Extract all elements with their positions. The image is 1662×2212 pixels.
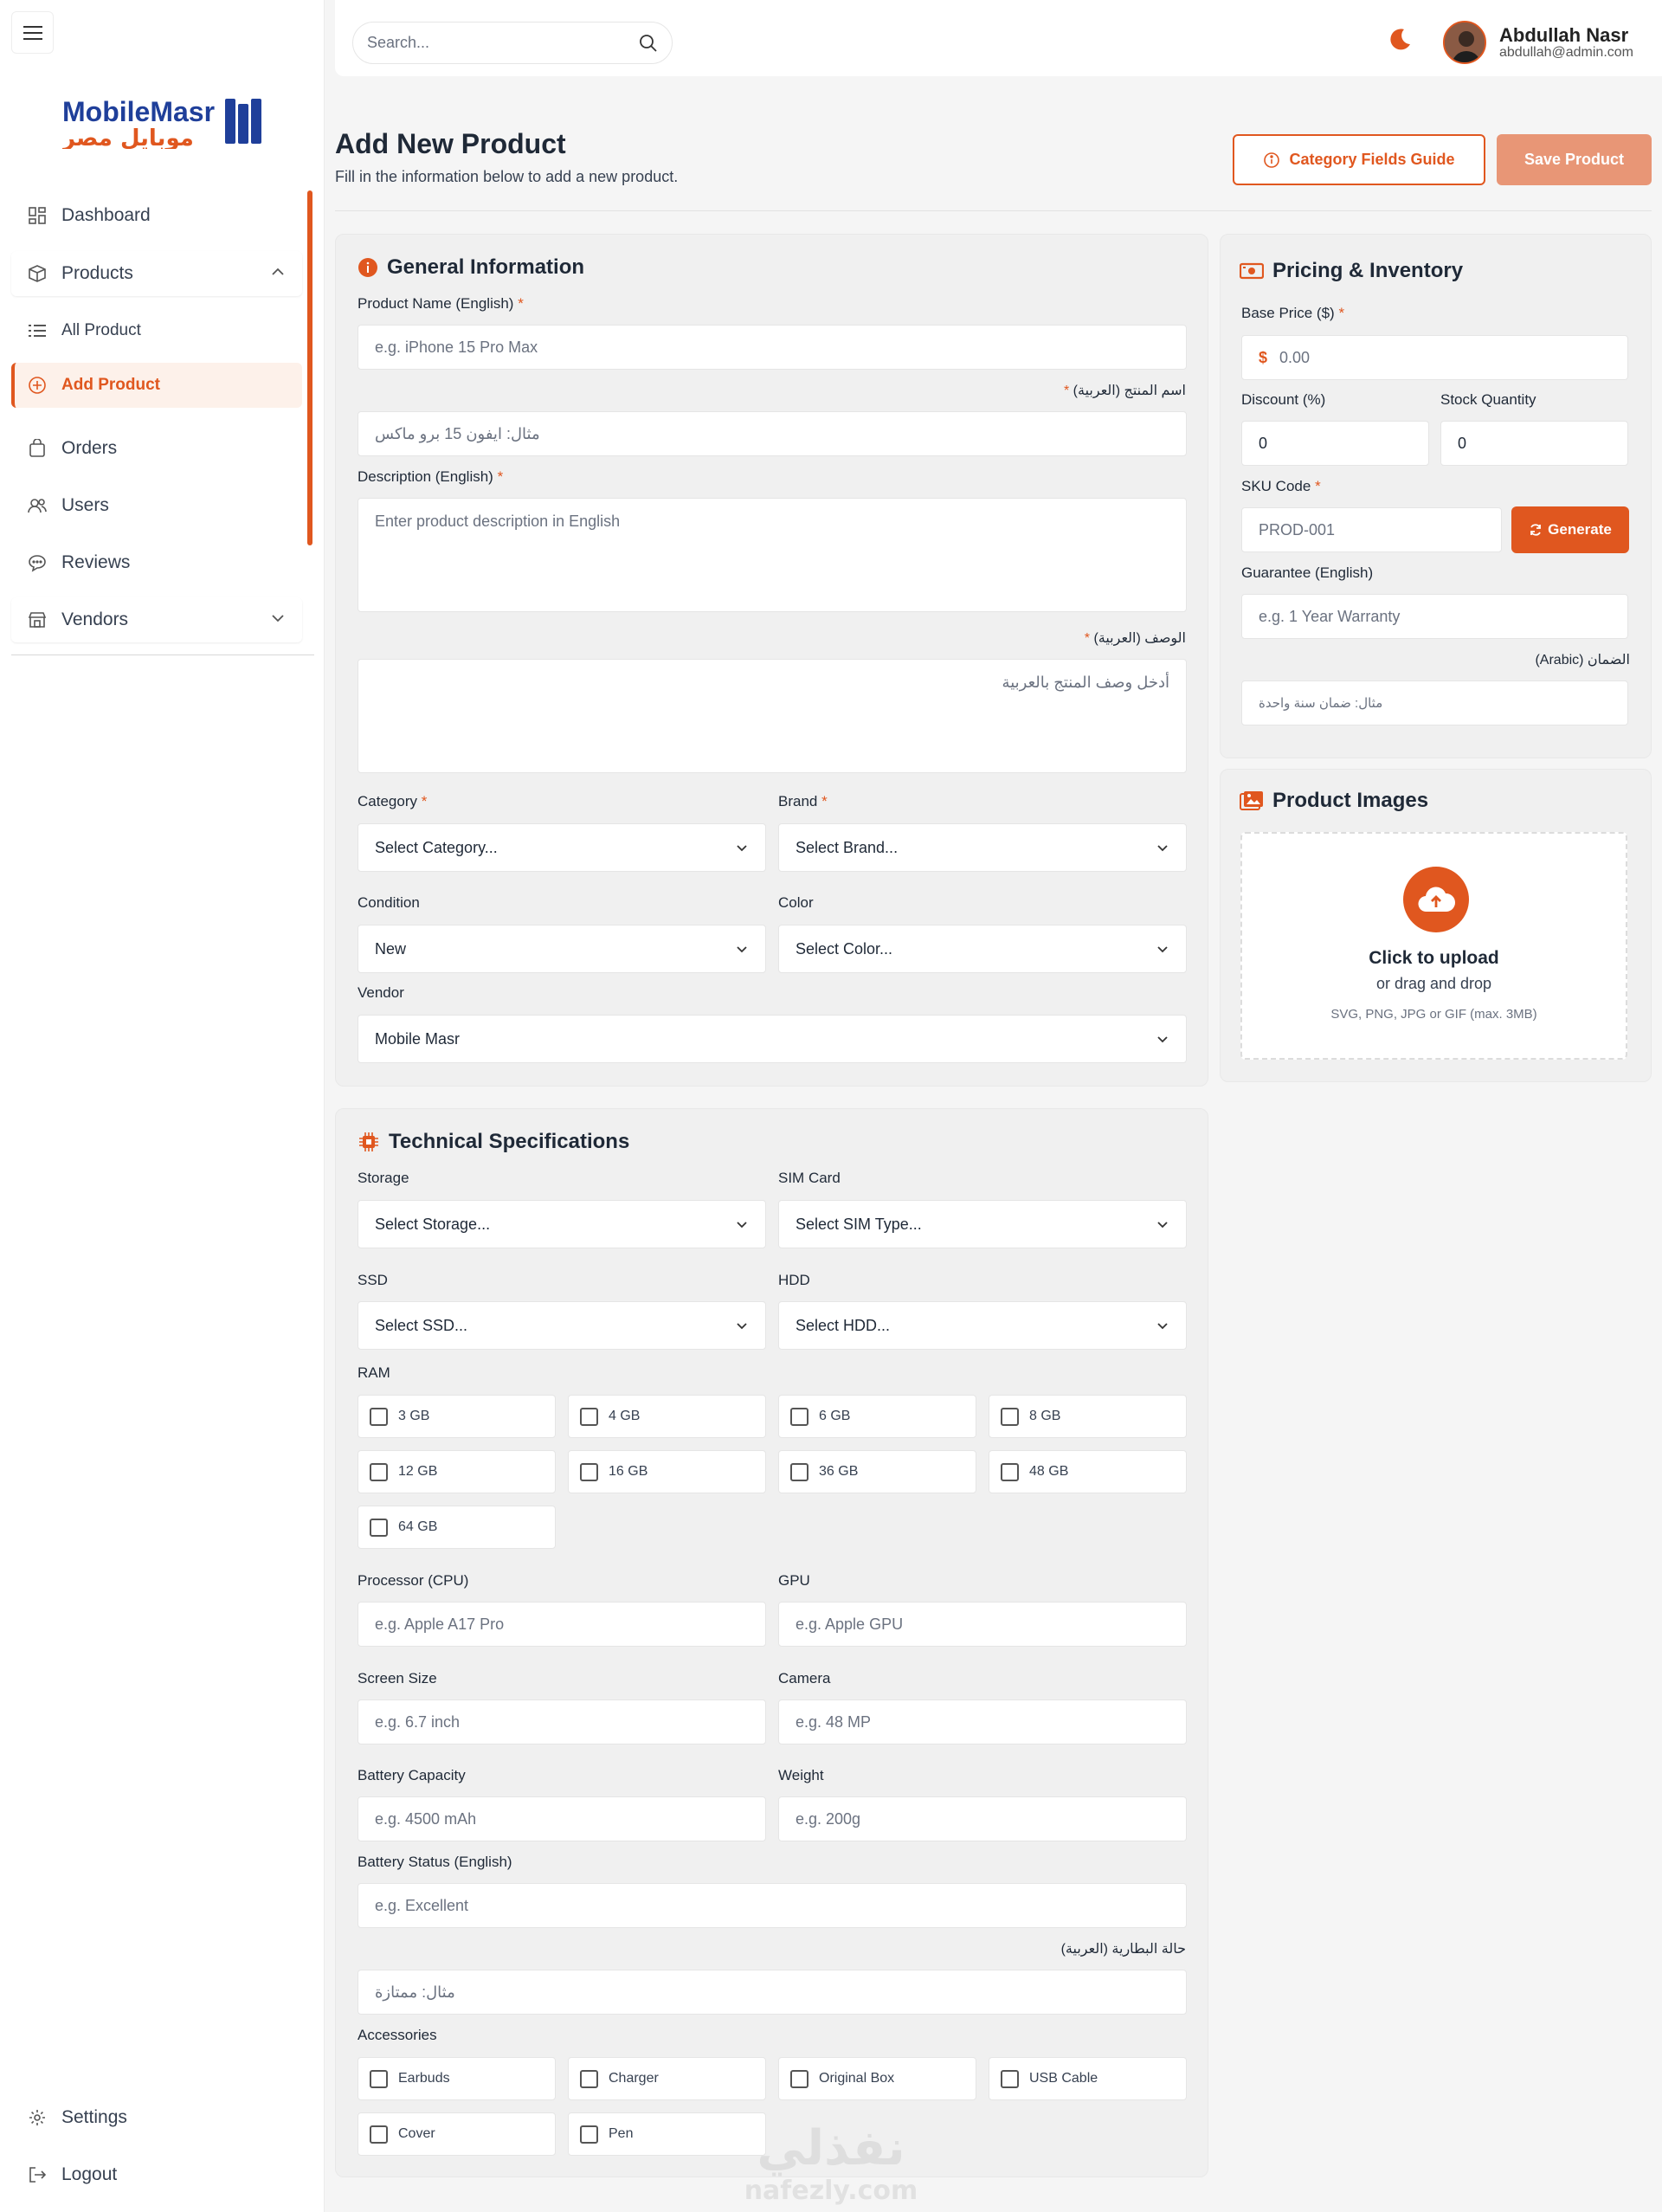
sidebar-item-orders[interactable]	[11, 426, 302, 471]
ram-option-12gb[interactable]: 12 GB	[358, 1450, 556, 1493]
weight-label: Weight	[778, 1767, 824, 1783]
chevron-down-icon	[1156, 1217, 1169, 1231]
user-name: Abdullah Nasr	[1499, 24, 1629, 46]
ram-option-16gb[interactable]: 16 GB	[568, 1450, 766, 1493]
camera-input[interactable]: e.g. 48 MP	[778, 1699, 1187, 1744]
page-title: Add New Product	[335, 128, 566, 159]
sidebar-item-label: Vendors	[61, 609, 129, 629]
users-icon	[27, 495, 48, 516]
save-product-button[interactable]: Save Product	[1497, 134, 1652, 185]
checkbox[interactable]	[1001, 1463, 1019, 1481]
storage-select[interactable]: Select Storage...	[358, 1200, 766, 1248]
watermark	[736, 2112, 926, 2208]
chevron-down-icon	[1156, 942, 1169, 956]
sidebar-item-label: Logout	[61, 2164, 118, 2184]
chip-icon	[358, 1131, 380, 1153]
gpu-label: GPU	[778, 1572, 810, 1589]
image-upload-dropzone[interactable]	[1240, 832, 1627, 1060]
info-icon	[1263, 152, 1280, 169]
checkbox[interactable]	[580, 1408, 598, 1426]
hamburger-icon	[23, 25, 42, 41]
checkbox[interactable]	[370, 2125, 388, 2144]
accessory-option-charger[interactable]: Charger	[568, 2057, 766, 2100]
color-select[interactable]: Select Color...	[778, 925, 1187, 973]
chat-icon	[27, 552, 48, 573]
chevron-down-icon	[735, 1319, 749, 1332]
cpu-label: Processor (CPU)	[358, 1572, 469, 1589]
checkbox[interactable]	[370, 2070, 388, 2088]
gear-icon	[27, 2107, 48, 2128]
sidebar-item-products[interactable]	[11, 251, 302, 296]
section-title: Pricing & Inventory	[1240, 259, 1463, 283]
brand-name-ar: موبايل مصر	[62, 126, 194, 149]
menu-toggle-button[interactable]	[11, 11, 54, 54]
sidebar-scrollbar[interactable]	[307, 190, 312, 545]
generate-sku-button[interactable]: Generate	[1511, 506, 1629, 553]
product-name-ar-input[interactable]: مثال: ايفون 15 برو ماكس	[358, 411, 1187, 456]
checkbox[interactable]	[790, 1408, 808, 1426]
plus-circle-icon	[27, 375, 48, 396]
storage-label: Storage	[358, 1170, 409, 1186]
ssd-select[interactable]: Select SSD...	[358, 1301, 766, 1350]
battery-status-en-label: Battery Status (English)	[358, 1854, 512, 1870]
brand-name-en: MobileMasr	[62, 96, 216, 127]
condition-label: Condition	[358, 894, 420, 911]
chevron-up-icon	[269, 263, 287, 281]
sidebar-item-label: Users	[61, 495, 109, 515]
store-icon	[27, 609, 48, 630]
guide-button-label: Category Fields Guide	[1289, 151, 1455, 168]
product-name-ar-label: اسم المنتج (العربية) *	[1063, 384, 1186, 398]
accessory-option-usb-cable[interactable]: USB Cable	[989, 2057, 1187, 2100]
phones-icon	[225, 99, 261, 144]
moon-icon	[1387, 27, 1413, 53]
accessory-option-original-box[interactable]: Original Box	[778, 2057, 976, 2100]
screen-size-input[interactable]: e.g. 6.7 inch	[358, 1699, 766, 1744]
watermark-ar: نفذلي	[757, 2120, 905, 2177]
upload-icon-circle	[1403, 867, 1469, 932]
checkbox[interactable]	[1001, 1408, 1019, 1426]
gpu-input[interactable]: e.g. Apple GPU	[778, 1602, 1187, 1647]
search-placeholder: Search...	[367, 34, 430, 51]
category-select[interactable]: Select Category...	[358, 823, 766, 872]
chevron-down-icon	[1156, 1032, 1169, 1046]
ram-option-4gb[interactable]: 4 GB	[568, 1395, 766, 1438]
discount-input[interactable]: 0	[1241, 421, 1429, 466]
stock-quantity-input[interactable]: 0	[1440, 421, 1628, 466]
theme-toggle-button[interactable]	[1382, 23, 1417, 57]
hdd-select[interactable]: Select HDD...	[778, 1301, 1187, 1350]
ram-option-8gb[interactable]: 8 GB	[989, 1395, 1187, 1438]
sidebar-item-label: Orders	[61, 438, 118, 458]
chevron-down-icon	[735, 942, 749, 956]
description-ar-label: الوصف (العربية) *	[1084, 631, 1186, 646]
hdd-label: HDD	[778, 1272, 810, 1288]
refresh-icon	[1529, 523, 1543, 537]
cpu-input[interactable]: e.g. Apple A17 Pro	[358, 1602, 766, 1647]
checkbox[interactable]	[370, 1463, 388, 1481]
camera-label: Camera	[778, 1670, 831, 1686]
vendor-select[interactable]: Mobile Masr	[358, 1015, 1187, 1063]
sidebar-item-settings[interactable]	[11, 2095, 302, 2140]
chevron-down-icon	[735, 1217, 749, 1231]
screen-size-label: Screen Size	[358, 1670, 437, 1686]
search-icon[interactable]	[639, 34, 658, 53]
sidebar-item-add-product[interactable]	[11, 363, 302, 408]
guarantee-ar-label: الضمان (Arabic)	[1535, 653, 1630, 667]
sim-card-label: SIM Card	[778, 1170, 841, 1186]
sidebar-item-vendors[interactable]	[11, 597, 302, 642]
money-icon	[1240, 261, 1264, 281]
discount-label: Discount (%)	[1241, 391, 1326, 408]
ram-option-3gb[interactable]: 3 GB	[358, 1395, 556, 1438]
sidebar	[0, 0, 325, 2212]
condition-select[interactable]: New	[358, 925, 766, 973]
sku-code-input[interactable]: PROD-001	[1241, 507, 1502, 552]
ram-label: RAM	[358, 1364, 390, 1381]
accessory-option-pen[interactable]: Pen	[568, 2112, 766, 2156]
accessory-option-earbuds[interactable]: Earbuds	[358, 2057, 556, 2100]
category-fields-guide-button[interactable]	[1233, 134, 1485, 185]
section-title: General Information	[358, 255, 584, 280]
chevron-down-icon	[1156, 841, 1169, 854]
sidebar-item-reviews[interactable]	[11, 540, 302, 585]
checkbox[interactable]	[1001, 2070, 1019, 2088]
page-subtitle: Fill in the information below to add a new product.	[335, 168, 679, 185]
topbar	[335, 0, 1662, 76]
description-ar-textarea[interactable]: أدخل وصف المنتج بالعربية	[358, 659, 1187, 773]
product-name-en-label: Product Name (English) *	[358, 295, 524, 312]
upload-title: Click to upload	[1369, 948, 1499, 968]
sidebar-item-all-product[interactable]	[11, 308, 302, 353]
ram-option-48gb[interactable]: 48 GB	[989, 1450, 1187, 1493]
cloud-upload-icon	[1416, 884, 1456, 915]
chevron-down-icon	[269, 609, 287, 627]
brand-logo[interactable]	[62, 94, 263, 149]
category-label: Category *	[358, 793, 428, 809]
accessory-option-cover[interactable]: Cover	[358, 2112, 556, 2156]
images-icon	[1240, 790, 1264, 811]
sku-code-label: SKU Code *	[1241, 478, 1321, 494]
accessories-label: Accessories	[358, 2027, 437, 2043]
watermark-en: nafezly.com	[744, 2176, 918, 2206]
box-icon	[27, 263, 48, 284]
chevron-down-icon	[1156, 1319, 1169, 1332]
info-filled-icon	[358, 257, 378, 278]
color-label: Color	[778, 894, 814, 911]
sidebar-item-label: All Product	[61, 321, 141, 339]
base-price-input[interactable]: $ 0.00	[1241, 335, 1628, 380]
sidebar-item-logout[interactable]	[11, 2152, 302, 2197]
ram-option-6gb[interactable]: 6 GB	[778, 1395, 976, 1438]
ram-option-36gb[interactable]: 36 GB	[778, 1450, 976, 1493]
logout-icon	[27, 2164, 48, 2185]
bag-icon	[27, 438, 48, 459]
battery-status-ar-input[interactable]: مثال: ممتازة	[358, 1970, 1187, 2015]
upload-subtitle: or drag and drop	[1375, 975, 1492, 992]
battery-status-ar-label: حالة البطارية (العربية)	[1060, 1942, 1186, 1957]
section-title: Technical Specifications	[358, 1130, 629, 1154]
product-name-en-input[interactable]: e.g. iPhone 15 Pro Max	[358, 325, 1187, 370]
battery-capacity-label: Battery Capacity	[358, 1767, 466, 1783]
sidebar-item-label: Add Product	[61, 376, 160, 394]
brand-select[interactable]: Select Brand...	[778, 823, 1187, 872]
dollar-icon: $	[1259, 348, 1268, 366]
battery-capacity-input[interactable]: e.g. 4500 mAh	[358, 1796, 766, 1841]
list-icon	[27, 320, 48, 341]
sim-card-select[interactable]: Select SIM Type...	[778, 1200, 1187, 1248]
general-information-card	[335, 234, 1208, 1087]
sidebar-item-dashboard[interactable]	[11, 193, 302, 238]
vendor-label: Vendor	[358, 984, 404, 1001]
user-email: abdullah@admin.com	[1499, 45, 1633, 60]
guarantee-en-input[interactable]: e.g. 1 Year Warranty	[1241, 594, 1628, 639]
dashboard-icon	[27, 205, 48, 226]
header-divider	[335, 210, 1652, 211]
section-title: Product Images	[1240, 789, 1428, 813]
battery-status-en-input[interactable]: e.g. Excellent	[358, 1883, 1187, 1928]
checkbox[interactable]	[370, 1408, 388, 1426]
search-input[interactable]	[352, 22, 673, 64]
sidebar-item-label: Products	[61, 263, 133, 283]
ssd-label: SSD	[358, 1272, 388, 1288]
weight-input[interactable]: e.g. 200g	[778, 1796, 1187, 1841]
sidebar-item-label: Reviews	[61, 552, 131, 572]
technical-specifications-card	[335, 1108, 1208, 2177]
ram-option-64gb[interactable]: 64 GB	[358, 1506, 556, 1549]
checkbox[interactable]	[370, 1519, 388, 1537]
checkbox[interactable]	[580, 2070, 598, 2088]
sidebar-item-label: Dashboard	[61, 205, 151, 225]
pricing-inventory-card	[1220, 234, 1652, 758]
checkbox[interactable]	[790, 1463, 808, 1481]
checkbox[interactable]	[580, 2125, 598, 2144]
upload-hint: SVG, PNG, JPG or GIF (max. 3MB)	[1330, 1007, 1537, 1022]
avatar[interactable]	[1443, 21, 1486, 64]
description-en-label: Description (English) *	[358, 468, 504, 485]
sidebar-item-label: Settings	[61, 2107, 127, 2127]
description-en-textarea[interactable]: Enter product description in English	[358, 498, 1187, 612]
base-price-label: Base Price ($) *	[1241, 305, 1345, 321]
chevron-down-icon	[735, 841, 749, 854]
stock-quantity-label: Stock Quantity	[1440, 391, 1536, 408]
checkbox[interactable]	[790, 2070, 808, 2088]
sidebar-item-users[interactable]	[11, 483, 302, 528]
guarantee-en-label: Guarantee (English)	[1241, 564, 1374, 581]
checkbox[interactable]	[580, 1463, 598, 1481]
guarantee-ar-input[interactable]: مثال: ضمان سنة واحدة	[1241, 680, 1628, 726]
brand-label: Brand *	[778, 793, 828, 809]
